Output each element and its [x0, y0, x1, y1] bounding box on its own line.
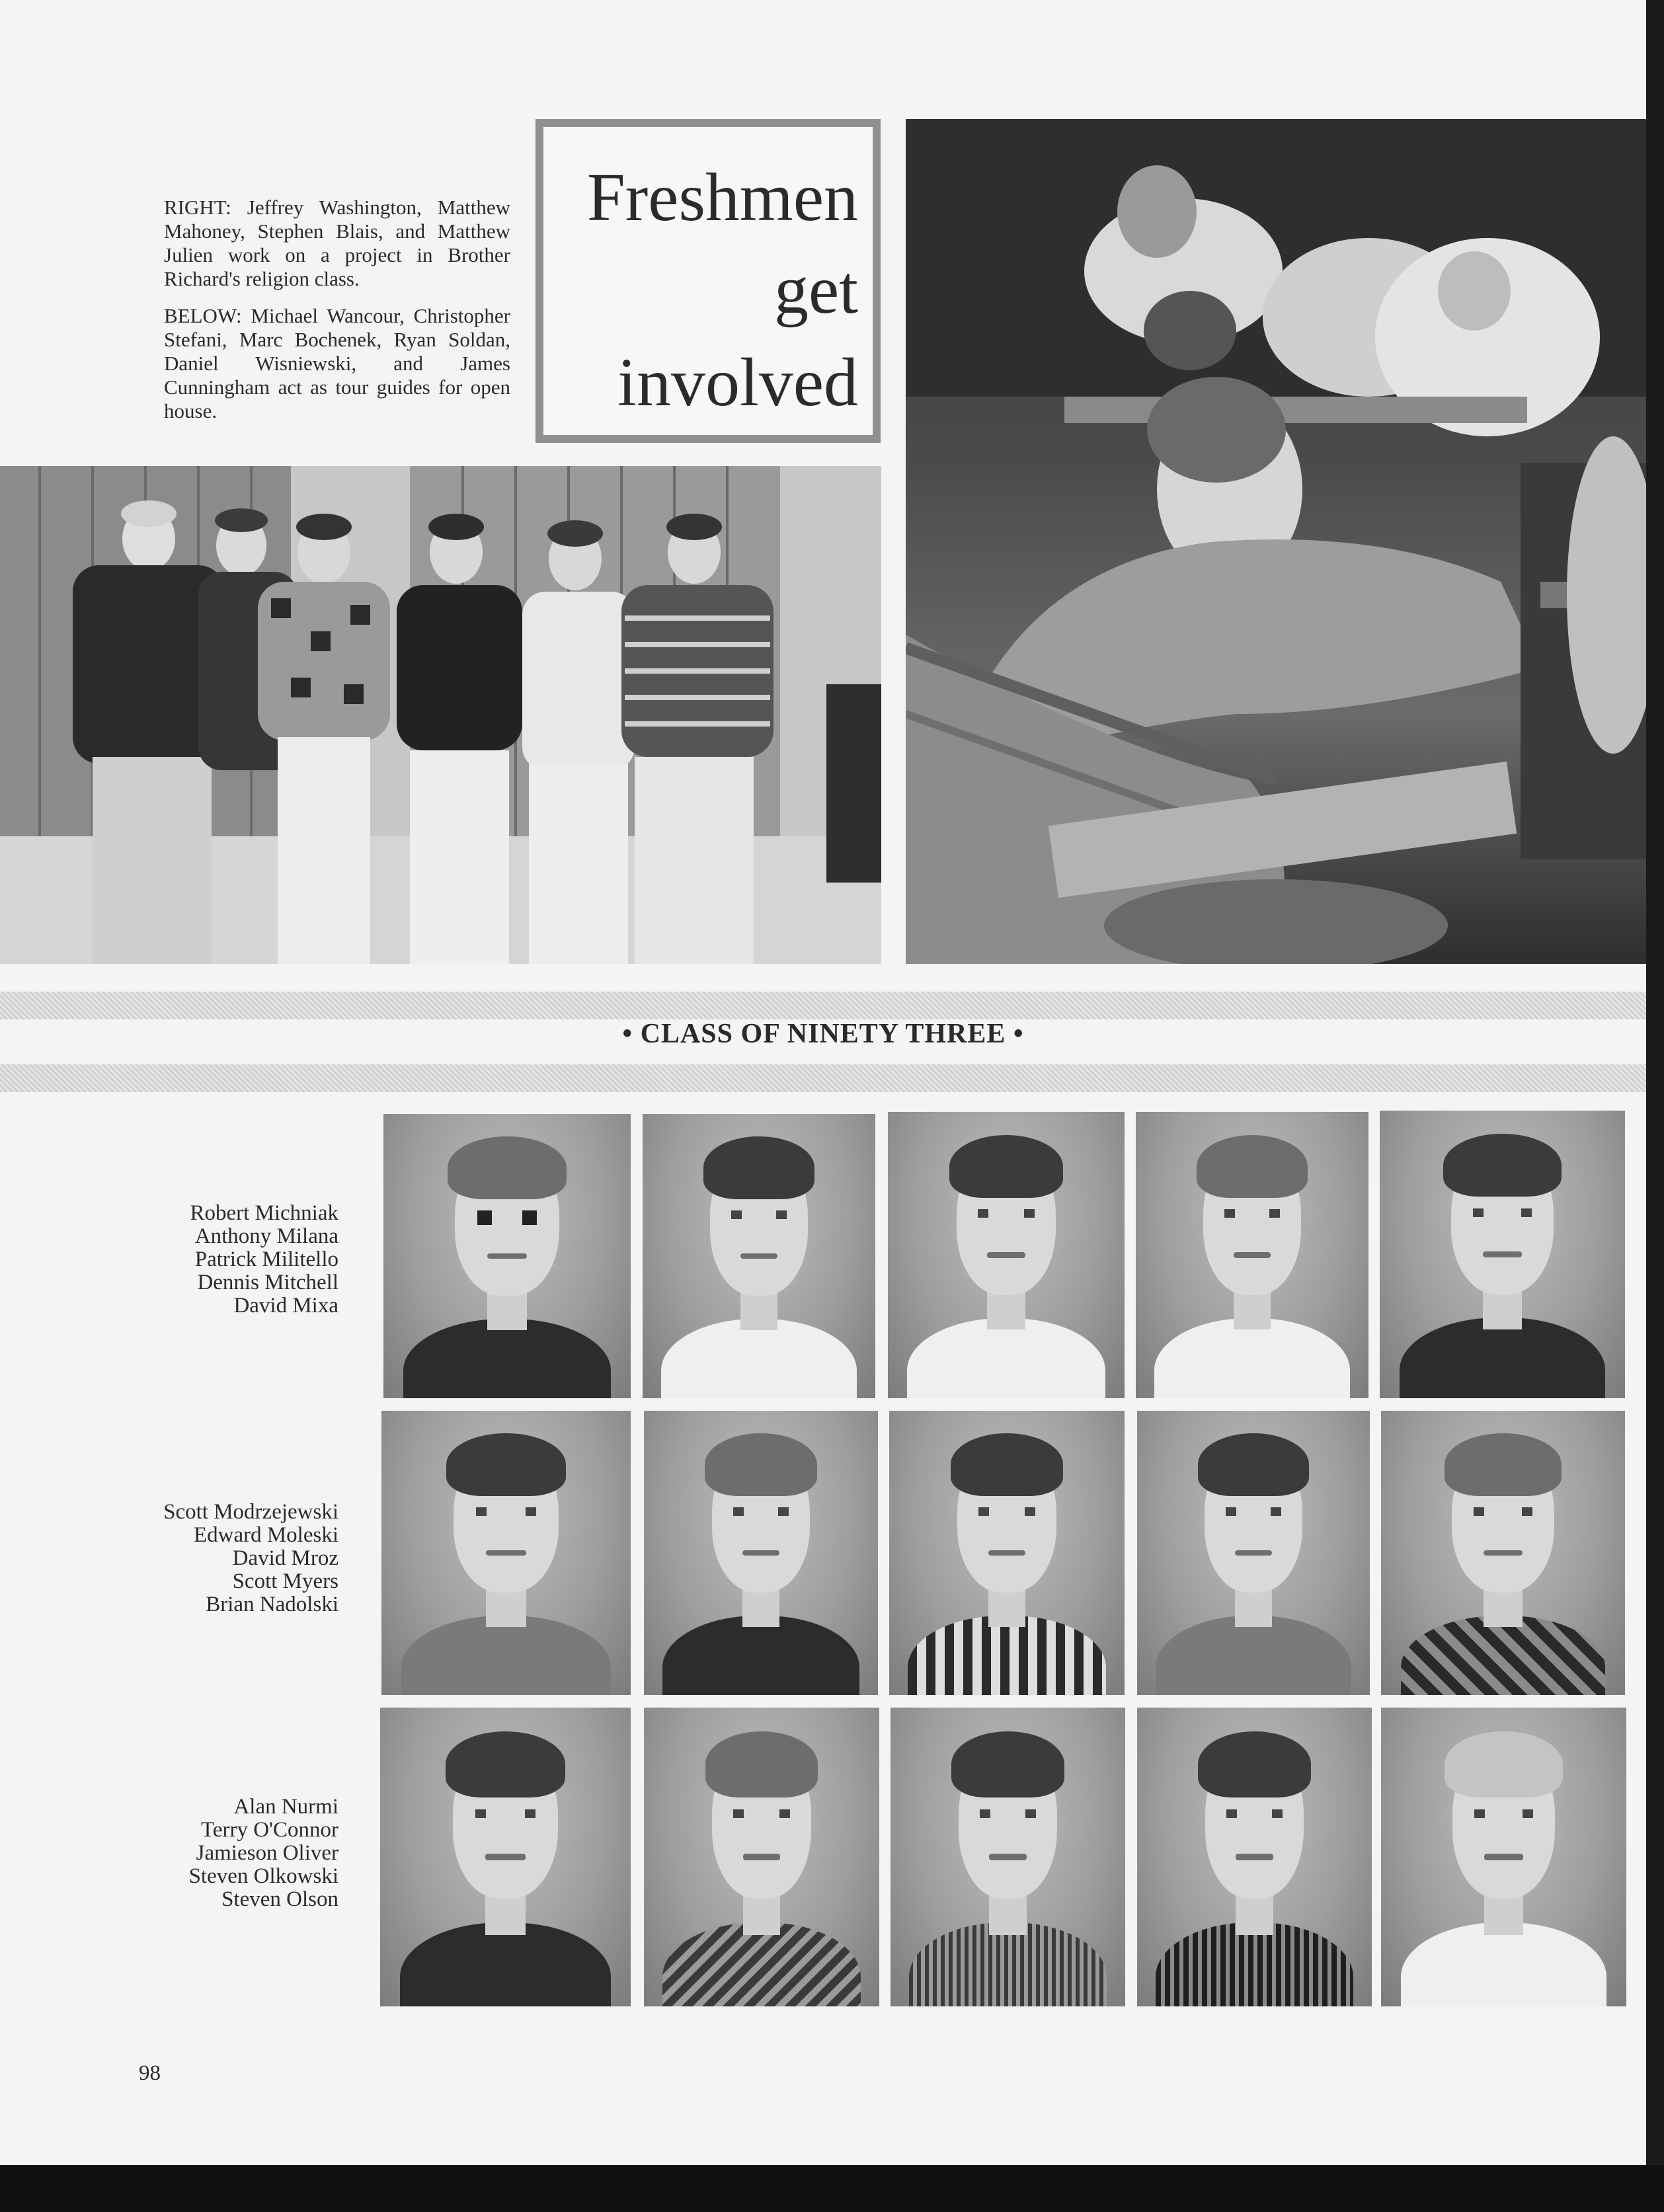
student-name: Scott Myers: [232, 1569, 338, 1593]
headline-box: [535, 119, 881, 443]
tour-guides-scene: [0, 466, 881, 964]
student-name: Steven Olkowski: [188, 1864, 338, 1888]
band-bottom: [0, 1064, 1646, 1092]
class-title: • CLASS OF NINETY THREE •: [622, 1019, 1024, 1049]
portrait: [891, 1708, 1125, 2006]
page-edge-bottom: [0, 2165, 1664, 2212]
portrait: [381, 1411, 631, 1695]
names-row-3: [99, 1796, 338, 1911]
student-name: Brian Nadolski: [206, 1593, 338, 1616]
student-name: Edward Moleski: [193, 1523, 338, 1547]
portrait: [889, 1411, 1125, 1695]
page-number: 98: [139, 2061, 161, 2085]
student-name: Jamieson Oliver: [196, 1841, 338, 1865]
portrait: [643, 1114, 875, 1398]
student-name: David Mixa: [233, 1294, 338, 1318]
student-name: David Mroz: [232, 1546, 338, 1570]
student-name: Dennis Mitchell: [197, 1271, 338, 1294]
portrait: [1381, 1411, 1625, 1695]
headline-line-3: involved: [617, 344, 858, 420]
portrait: [1136, 1112, 1368, 1398]
student-name: Patrick Militello: [194, 1247, 338, 1271]
portrait: [644, 1411, 878, 1695]
student-name: Terry O'Connor: [200, 1818, 338, 1842]
portrait: [380, 1708, 631, 2006]
student-name: Alan Nurmi: [233, 1795, 338, 1819]
portrait: [1137, 1411, 1370, 1695]
portrait: [383, 1114, 631, 1398]
page-edge-right: [1646, 0, 1664, 2212]
classroom-scene: [906, 119, 1646, 964]
portrait: [888, 1112, 1125, 1398]
headline-line-2: get: [773, 252, 858, 328]
caption-right: RIGHT: Jeffrey Washington, Matthew Mahoney, Stephen Blais, and Matthew Julien work on a project in Brother Richard's religion class.: [164, 196, 510, 290]
photo-captions: [164, 196, 510, 436]
classroom-photo: [906, 119, 1646, 964]
portrait: [644, 1708, 879, 2006]
names-row-1: [99, 1202, 338, 1318]
student-name: Scott Modrzejewski: [163, 1500, 338, 1524]
portrait: [1381, 1708, 1626, 2006]
student-name: Anthony Milana: [194, 1224, 338, 1248]
student-name: Steven Olson: [221, 1887, 338, 1911]
band-top: [0, 992, 1646, 1019]
student-name: Robert Michniak: [190, 1201, 338, 1225]
names-row-2: [99, 1501, 338, 1616]
caption-below: BELOW: Michael Wancour, Christopher Stefani, Marc Bochenek, Ryan Soldan, Daniel Wisniewski, and James Cunningham act as tour guides for open house.: [164, 304, 510, 422]
portrait: [1380, 1111, 1625, 1398]
headline-line-1: Freshmen: [586, 159, 858, 235]
portrait: [1137, 1708, 1372, 2006]
tour-guides-photo: [0, 466, 881, 964]
